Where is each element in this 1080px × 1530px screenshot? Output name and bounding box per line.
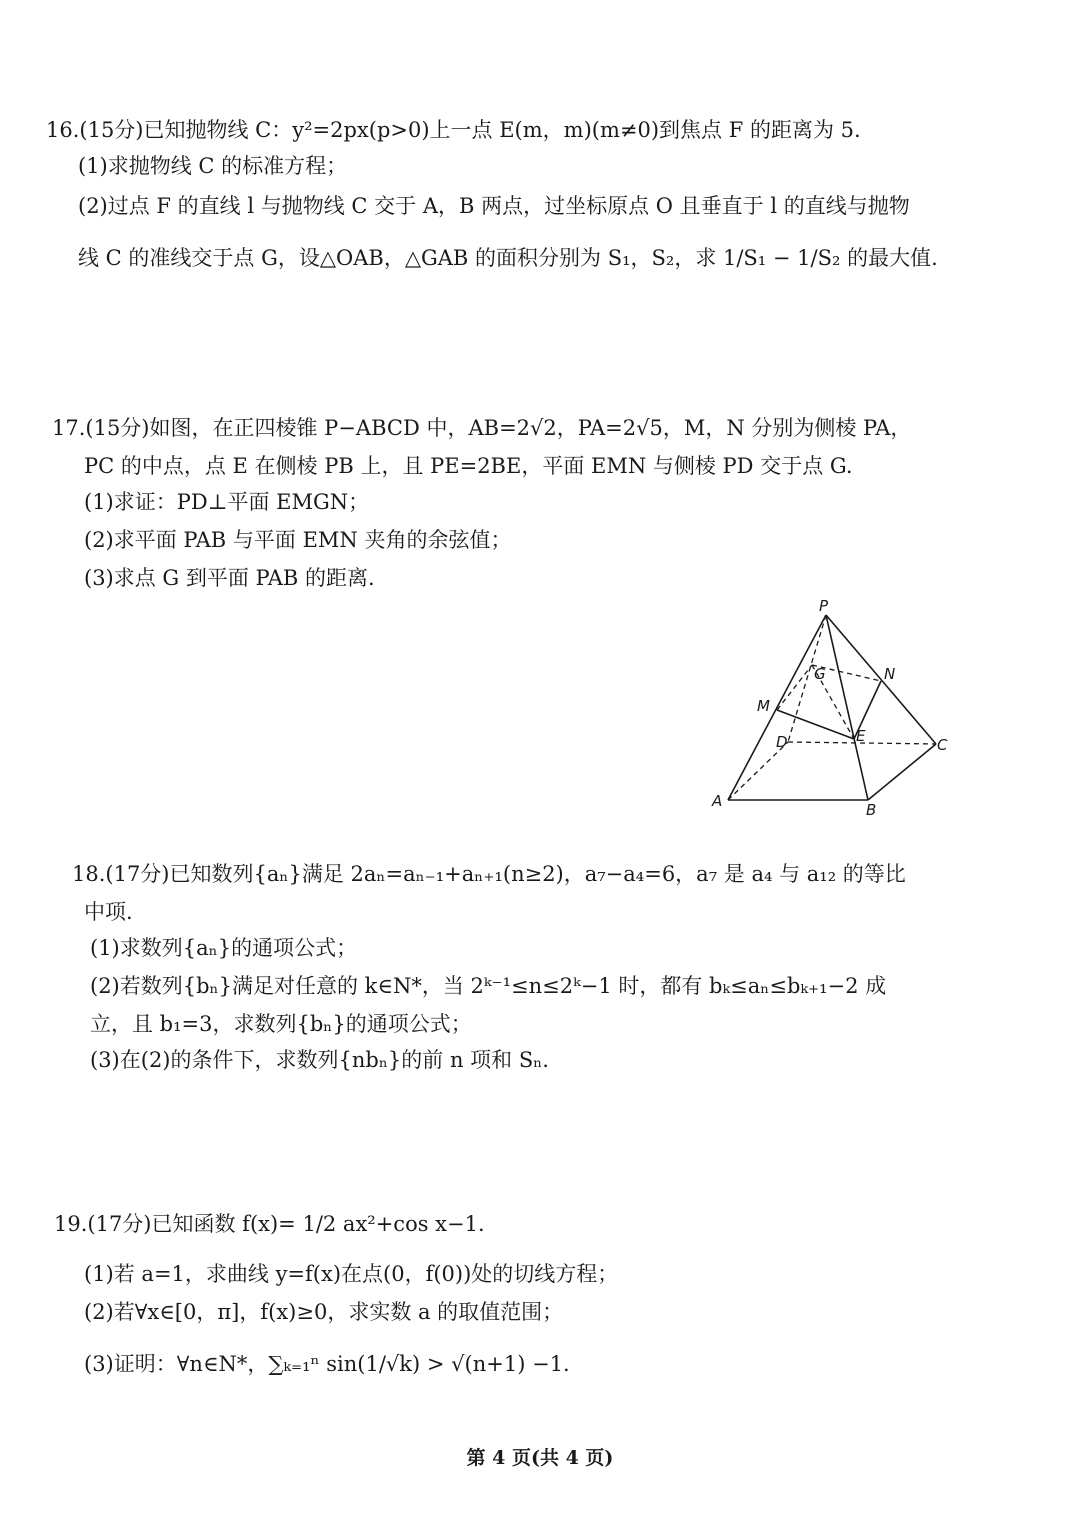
problem-18-line-6: (3)在(2)的条件下，求数列{nbₙ}的前 n 项和 Sₙ. (90, 1048, 549, 1072)
edge-BC (868, 744, 936, 800)
segment-MG (777, 665, 812, 710)
problem-19-line-1: 19.(17分)已知函数 f(x)= 1/2 ax²+cos x−1. (54, 1212, 485, 1236)
problem-19-line-2: (1)若 a=1，求曲线 y=f(x)在点(0，f(0))处的切线方程； (84, 1262, 619, 1286)
problem-18-line-1: 18.(17分)已知数列{aₙ}满足 2aₙ=aₙ₋₁+aₙ₊₁(n≥2)，a₇−a₄=6，a₇ 是 a₄ 与 a₁₂ 的等比 (72, 862, 906, 886)
problem-17-line-1: 17.(15分)如图，在正四棱锥 P−ABCD 中，AB=2√2，PA=2√5，M，N 分别为侧棱 PA， (52, 416, 912, 440)
label-N: N (884, 665, 896, 683)
label-C: C (937, 736, 948, 754)
page-footer: 第 4 页(共 4 页) (466, 1447, 614, 1469)
pyramid-figure (700, 595, 960, 825)
label-B: B (866, 801, 877, 819)
label-A: A (712, 792, 723, 810)
problem-16-line-4: 线 C 的准线交于点 G，设△OAB，△GAB 的面积分别为 S₁，S₂，求 1/S₁ − 1/S₂ 的最大值. (78, 246, 938, 270)
problem-16-line-3: (2)过点 F 的直线 l 与抛物线 C 交于 A，B 两点，过坐标原点 O 且垂直于 l 的直线与抛物 (78, 194, 910, 218)
label-D: D (776, 733, 788, 751)
edge-PB (826, 615, 868, 800)
edge-PC (826, 615, 936, 744)
problem-19-line-4: (3)证明：∀n∈N*，∑ₖ₌₁ⁿ sin(1/√k) > √(n+1) −1. (84, 1352, 570, 1376)
label-M: M (757, 697, 770, 715)
problem-16-line-1: 16.(15分)已知抛物线 C：y²=2px(p>0)上一点 E(m，m)(m≠0)到焦点 F 的距离为 5. (46, 118, 861, 142)
label-G: G (814, 665, 826, 683)
segment-ME (777, 710, 854, 739)
problem-17-line-5: (3)求点 G 到平面 PAB 的距离. (84, 566, 375, 590)
problem-16-line-2: (1)求抛物线 C 的标准方程； (78, 154, 348, 178)
problem-18-line-4: (2)若数列{bₙ}满足对任意的 k∈N*，当 2ᵏ⁻¹≤n≤2ᵏ−1 时，都有 bₖ≤aₙ≤bₖ₊₁−2 成 (90, 974, 887, 998)
label-P: P (819, 597, 829, 615)
problem-17-line-4: (2)求平面 PAB 与平面 EMN 夹角的余弦值； (84, 528, 512, 552)
problem-18-line-3: (1)求数列{aₙ}的通项公式； (90, 936, 358, 960)
problem-19-line-3: (2)若∀x∈[0，π]，f(x)≥0，求实数 a 的取值范围； (84, 1300, 564, 1324)
problem-17-line-2: PC 的中点，点 E 在侧棱 PB 上，且 PE=2BE，平面 EMN 与侧棱 PD 交于点 G. (84, 454, 853, 478)
problem-18-line-2: 中项. (84, 900, 133, 924)
problem-18-line-5: 立，且 b₁=3，求数列{bₙ}的通项公式； (90, 1012, 472, 1036)
label-E: E (856, 727, 866, 745)
edge-PA (728, 615, 826, 800)
problem-17-line-3: (1)求证：PD⊥平面 EMGN； (84, 490, 370, 514)
